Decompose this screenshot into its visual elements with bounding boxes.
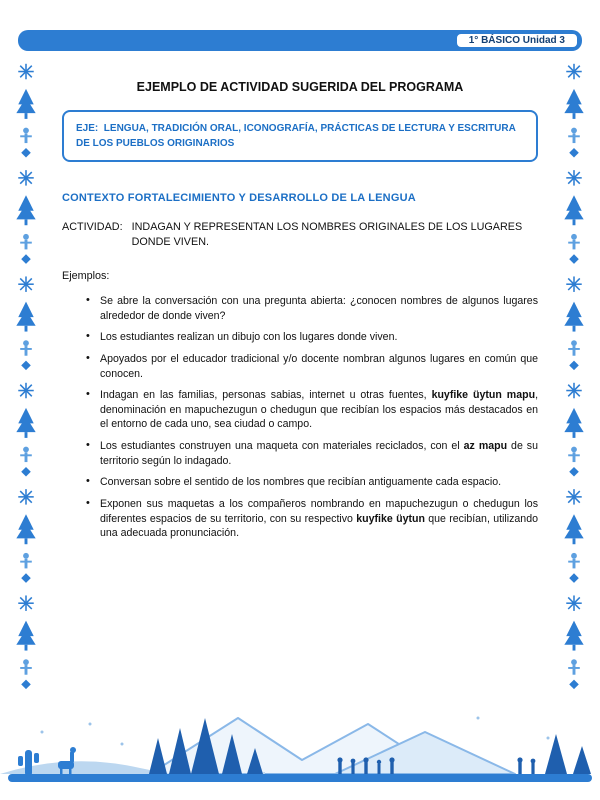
examples-label: Ejemplos: — [62, 270, 110, 283]
example-bullet: • Indagan en las familias, personas sabias, internet u otras fuentes, kuyfike üytun mapu, denominación en mapuchezugun o chedugun que recibían los espacios más destacados en el entorno de cada uno, sea ciudad o campo. — [86, 388, 538, 432]
example-bullet: • Exponen sus maquetas a los compañeros nombrando en mapuchezugun o chedugun los diferentes espacios de su territorio, con su respectivo kuyfike üytun que recibían, utilizando una adecuada pronunciación. — [86, 497, 538, 541]
example-bullet: • Los estudiantes realizan un dibujo con los lugares donde viven. — [86, 330, 538, 345]
top-bar — [18, 30, 582, 51]
unit-badge — [456, 33, 578, 48]
document-content — [62, 80, 538, 548]
example-bullet: • Los estudiantes construyen una maqueta con materiales reciclados, con el az mapu de su territorio según lo indagado. — [86, 439, 538, 468]
example-bullet: • Apoyados por el educador tradicional y/o docente nombran algunos lugares en común que conocen. — [86, 352, 538, 381]
page-title: EJEMPLO DE ACTIVIDAD SUGERIDA DEL PROGRAMA — [136, 80, 464, 94]
snow-dots — [41, 717, 550, 746]
ground-bar — [8, 774, 592, 782]
tree-cluster-right — [545, 734, 591, 774]
activity-text: INDAGAN Y REPRESENTAN LOS NOMBRES ORIGINALES DE LOS LUGARES DONDE VIVEN. — [131, 221, 523, 249]
example-bullet: • Conversan sobre el sentido de los nombres que recibían antiguamente cada espacio. — [86, 475, 538, 490]
activity-line — [62, 220, 538, 250]
example-bullet: • Se abre la conversación con una pregunta abierta: ¿conocen nombres de algunos lugares alrededor de donde viven? — [86, 294, 538, 323]
examples-list — [62, 294, 538, 541]
context-heading: CONTEXTO FORTALECIMIENTO Y DESARROLLO DE LA LENGUA — [62, 192, 416, 204]
side-border-left — [4, 58, 48, 696]
unit-badge-label: 1° BÁSICO Unidad 3 — [468, 35, 565, 46]
side-border-right — [552, 58, 596, 696]
footer-illustration — [0, 704, 600, 796]
eje-box — [62, 110, 538, 162]
eje-label: EJE: — [76, 123, 104, 134]
activity-label: ACTIVIDAD: — [62, 221, 123, 233]
eje-text: LENGUA, TRADICIÓN ORAL, ICONOGRAFÍA, PRÁCTICAS DE LECTURA Y ESCRITURA DE LOS PUEBLOS ORIGINARIOS — [76, 123, 516, 149]
